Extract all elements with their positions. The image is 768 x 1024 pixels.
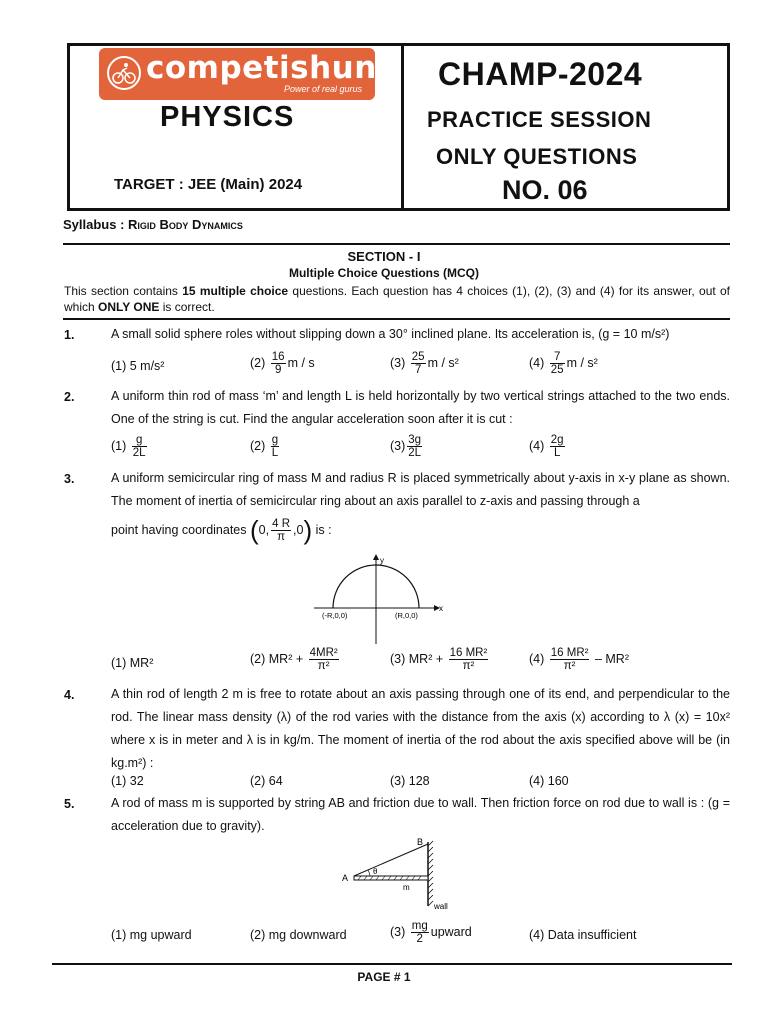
option-4: (4) $\frac{\text{16 MR²}}{\text{π²}}$ – MR² xyxy=(529,647,629,672)
intro-text: is correct. xyxy=(159,300,215,314)
option-1: (1) 32 xyxy=(111,774,144,788)
option-4: (4) 160 xyxy=(529,774,569,788)
option-4: (4) $\frac{7}{25}$ m / s² xyxy=(529,351,598,376)
option-1: (1) MR² xyxy=(111,656,154,670)
footer-rule xyxy=(52,963,732,965)
angle-arc xyxy=(368,870,370,876)
rod-wall-figure xyxy=(340,834,470,914)
option-3: (3) $\frac{3g}{2L}$ xyxy=(390,434,422,459)
section-bottom-rule xyxy=(63,318,730,320)
program-title: CHAMP-2024 xyxy=(438,56,643,92)
question-text: A uniform semicircular ring of mass M and radius R is placed symmetrically about y-axis in x-y plane as shown. The moment of inertia of semicircular ring about an axis parallel to z-axis and passing through a xyxy=(111,471,730,508)
option-3: (3) $\frac{25}{7}$ m / s² xyxy=(390,351,459,376)
question-text: A rod of mass m is supported by string AB and friction due to wall. Then friction force on rod due to wall is : (g = acceleration due to gravity). xyxy=(111,796,730,833)
x-label: x xyxy=(439,604,443,613)
only-questions-label: ONLY QUESTIONS xyxy=(436,144,638,169)
practice-session-label: PRACTICE SESSION xyxy=(427,107,652,132)
option-2: (2) MR² + $\frac{\text{4MR²}}{\text{π²}}$ xyxy=(250,647,338,672)
target-exam: TARGET : JEE (Main) 2024 xyxy=(114,176,303,193)
option-2: (2) mg downward xyxy=(250,928,347,942)
section-top-rule xyxy=(63,243,730,245)
rod xyxy=(354,876,428,880)
intro-text: This section contains xyxy=(64,284,183,298)
semicircle-figure xyxy=(310,552,450,646)
cyclist-icon xyxy=(107,56,141,90)
option-3: (3) 128 xyxy=(390,774,430,788)
option-4: (4) $\frac{2g}{L}$ xyxy=(529,434,564,459)
point-b-label: B xyxy=(417,837,424,847)
question-text-coords: point having coordinates (0, $\frac{4 R}{\pi}$ ,0) is : xyxy=(111,515,332,545)
option-2: (2) $\frac{16}{9}$ m / s xyxy=(250,351,315,376)
question-text: A small solid sphere roles without slipping down a 30° inclined plane. Its acceleration is, (g = 10 m/s²) xyxy=(111,327,670,341)
question-text: A thin rod of length 2 m is free to rotate about an axis passing through one of its end, and perpendicular to the rod. The linear mass density (λ) of the rod varies with the distance from the axis (x) according to λ (x) = 10x² where x is in meter and λ is in kg/m. The moment of inertia of the rod about the axis specified above will be (in kg.m²) : xyxy=(111,687,730,770)
intro-text: questions. Each question has 4 choices (1), (2), (3) and (4) for its answer, out of which xyxy=(64,284,730,314)
question-text: A uniform thin rod of mass ‘m’ and length L is held horizontally by two vertical strings attached to the two ends. One of the string is cut. Find the angular acceleration soon after it is cut : xyxy=(111,389,730,426)
question-number: 2. xyxy=(64,390,75,404)
option-4: (4) Data insufficient xyxy=(529,928,637,942)
intro-bold: 15 multiple choice xyxy=(182,284,289,298)
y-label: y xyxy=(380,556,384,565)
mass-label: m xyxy=(403,883,410,892)
brand-tagline: Power of real gurus xyxy=(284,84,363,94)
right-point-label: (R,0,0) xyxy=(395,611,418,620)
question-number: 4. xyxy=(64,688,75,702)
option-3: (3) MR² + $\frac{\text{16 MR²}}{\text{π²}}$ xyxy=(390,647,488,672)
option-1: (1) mg upward xyxy=(111,928,192,942)
point-a-label: A xyxy=(342,873,349,883)
page-number: PAGE # 1 xyxy=(357,970,411,984)
intro-bold: ONLY ONE xyxy=(98,300,160,314)
syllabus-label: Syllabus : xyxy=(63,217,129,232)
question-number: 5. xyxy=(64,797,75,811)
option-3: (3) $\frac{mg}{2}$ upward xyxy=(390,920,472,945)
wall-label: wall xyxy=(434,902,448,911)
theta-label: θ xyxy=(373,867,378,876)
option-2: (2) 64 xyxy=(250,774,283,788)
syllabus-line xyxy=(63,217,243,232)
brand-name: competishun xyxy=(146,50,377,86)
left-point-label: (-R,0,0) xyxy=(322,611,348,620)
header-divider xyxy=(401,43,404,211)
syllabus-topic: Rigid Body Dynamics xyxy=(128,217,243,232)
option-1: (1) 5 m/s² xyxy=(111,359,165,373)
section-subtitle: Multiple Choice Questions (MCQ) xyxy=(288,266,479,280)
y-arrow xyxy=(373,554,379,560)
question-number: 3. xyxy=(64,472,75,486)
session-number: NO. 06 xyxy=(502,175,588,205)
section-title: SECTION - I xyxy=(347,249,421,264)
question-number: 1. xyxy=(64,328,75,342)
option-1: (1) $\frac{g}{2L}$ xyxy=(111,434,146,459)
section-intro xyxy=(64,283,730,315)
subject-title: PHYSICS xyxy=(160,101,295,133)
option-2: (2) $\frac{g}{L}$ xyxy=(250,434,279,459)
string-ab xyxy=(354,844,428,876)
